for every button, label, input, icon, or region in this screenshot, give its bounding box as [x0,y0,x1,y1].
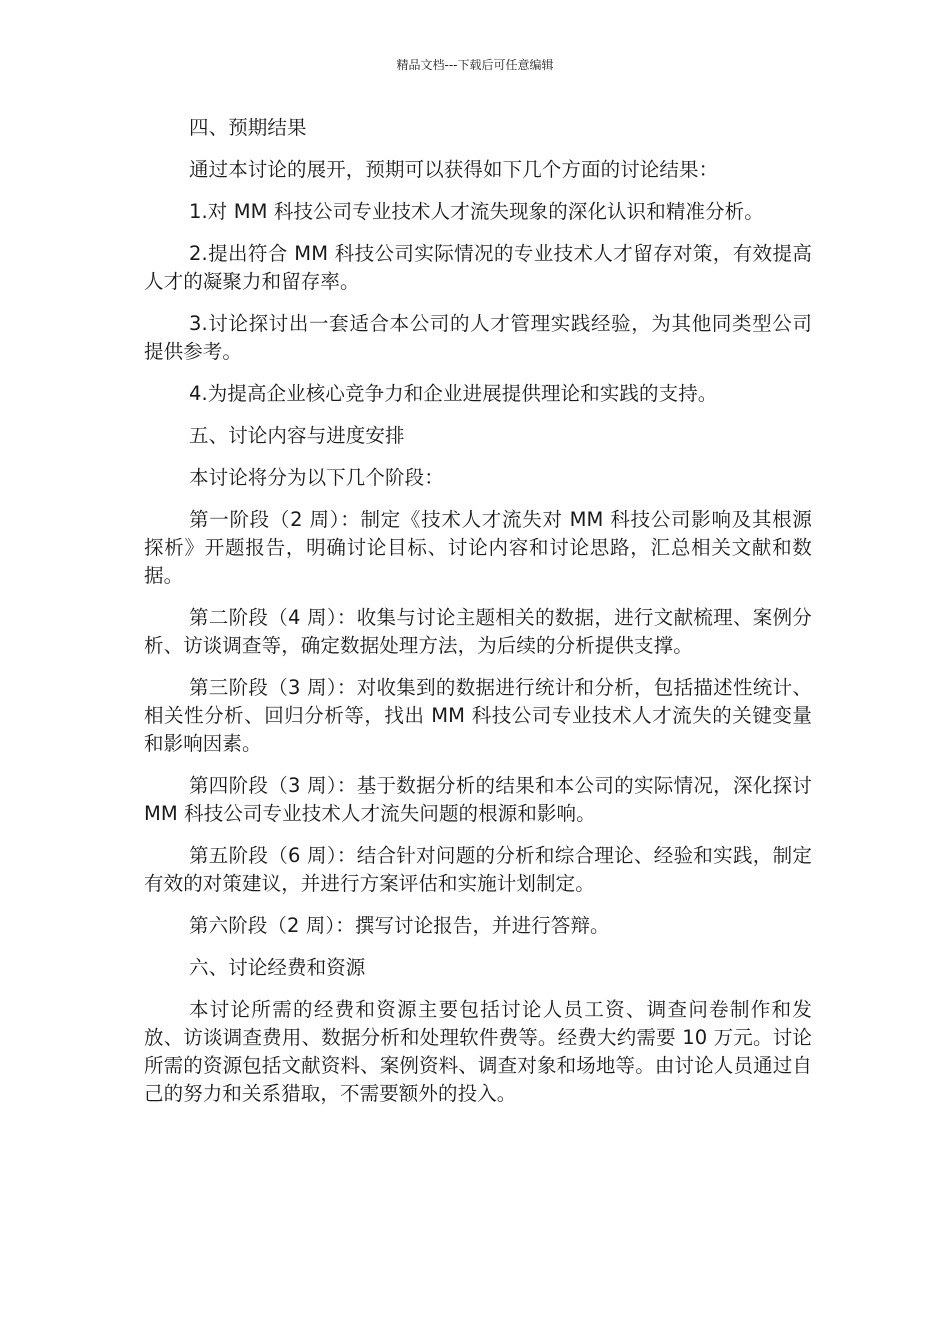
result-item-1: 1.对 MM 科技公司专业技术人才流失现象的深化认识和精准分析。 [189,200,764,223]
result-item-3: 3.讨论探讨出一套适合本公司的人才管理实践经验，为其他同类型公司提供参考。 [144,312,812,363]
stage-2: 第二阶段（4 周）：收集与讨论主题相关的数据，进行文献梳理、案例分析、访谈调查等，确定数据处理方法，为后续的分析提供支撑。 [144,606,812,657]
section-heading-funding-resources: 六、讨论经费和资源 [189,956,366,979]
result-item-4: 4.为提高企业核心竞争力和企业进展提供理论和实践的支持。 [189,382,718,405]
section-heading-expected-results: 四、预期结果 [189,116,307,139]
result-item-2: 2.提出符合 MM 科技公司实际情况的专业技术人才留存对策，有效提高人才的凝聚力和留存率。 [144,242,812,293]
section-heading-content-schedule: 五、讨论内容与进度安排 [189,424,405,447]
paragraph-funding-resources: 本讨论所需的经费和资源主要包括讨论人员工资、调查问卷制作和发放、访谈调查费用、数据分析和处理软件费等。经费大约需要 10 万元。讨论所需的资源包括文献资料、案例资料、调查对象和场地等。由讨论人员通过自己的努力和关系猎取，不需要额外的投入。 [144,998,812,1105]
stage-6: 第六阶段（2 周）：撰写讨论报告，并进行答辩。 [189,914,610,937]
stage-3: 第三阶段（3 周）：对收集到的数据进行统计和分析，包括描述性统计、相关性分析、回归分析等，找出 MM 科技公司专业技术人才流失的关键变量和影响因素。 [144,676,812,755]
stage-5: 第五阶段（6 周）：结合针对问题的分析和综合理论、经验和实践，制定有效的对策建议，并进行方案评估和实施计划制定。 [144,844,812,895]
document-body [144,114,812,1122]
paragraph-intro-results: 通过本讨论的展开，预期可以获得如下几个方面的讨论结果： [189,158,719,181]
stage-4: 第四阶段（3 周）：基于数据分析的结果和本公司的实际情况，深化探讨 MM 科技公司专业技术人才流失问题的根源和影响。 [144,774,812,825]
paragraph-intro-stages: 本讨论将分为以下几个阶段： [189,466,444,489]
stage-1: 第一阶段（2 周）：制定《技术人才流失对 MM 科技公司影响及其根源探析》开题报告，明确讨论目标、讨论内容和讨论思路，汇总相关文献和数据。 [144,508,812,587]
page-header: 精品文档---下载后可任意编辑 [396,58,554,72]
